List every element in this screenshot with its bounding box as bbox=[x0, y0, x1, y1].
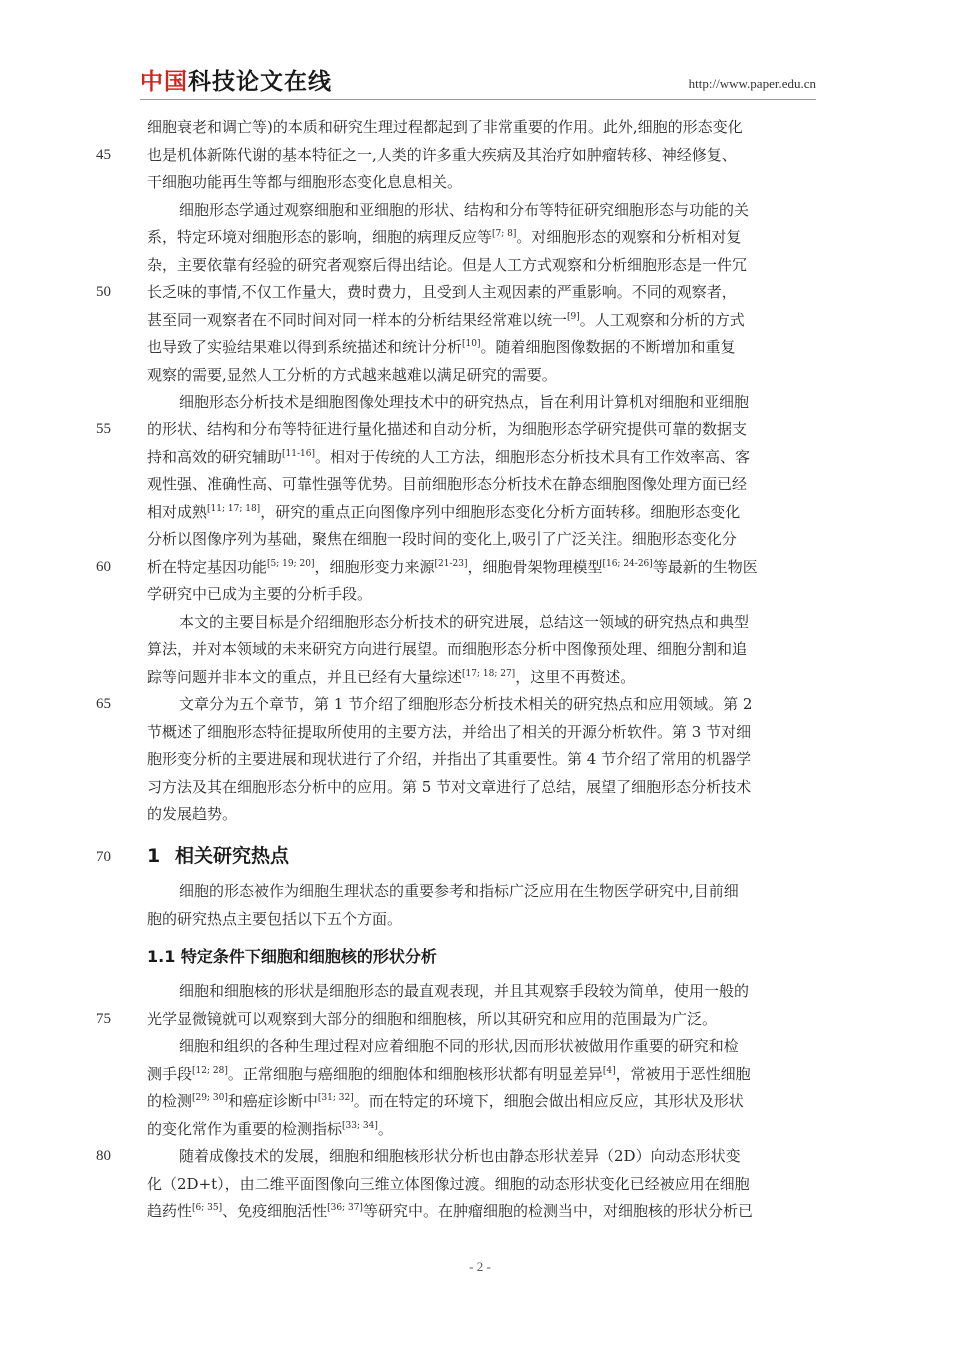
text-span: 。 bbox=[377, 1120, 393, 1138]
citation[interactable]: [12; 28] bbox=[192, 1066, 228, 1076]
citation[interactable]: [10] bbox=[462, 339, 481, 349]
citation[interactable]: [17; 18; 27] bbox=[462, 669, 516, 679]
line-number: 50 bbox=[96, 284, 111, 300]
text-span: ，常被用于恶性细胞 bbox=[615, 1065, 751, 1083]
text-span: ，细胞骨架物理模型 bbox=[467, 558, 603, 576]
text-line: 的形状、结构和分布等特征进行量化描述和自动分析，为细胞形态学研究提供可靠的数据支 bbox=[147, 420, 748, 438]
text-line: 细胞的形态被作为细胞生理状态的重要参考和指标广泛应用在生物医学研究中,目前细 bbox=[179, 882, 739, 900]
text-line: 观察的需要,显然人工分析的方式越来越难以满足研究的需要。 bbox=[147, 366, 557, 384]
text-span: 。而在特定的环境下，细胞会做出相应反应，其形状及形状 bbox=[353, 1092, 744, 1110]
text-span: 。对细胞形态的观察和分析相对复 bbox=[516, 228, 742, 246]
text-line bbox=[147, 335, 815, 359]
citation[interactable]: [9] bbox=[567, 312, 580, 322]
text-line: 胞形变分析的主要进展和现状进行了介绍，并指出了其重要性。第 4 节介绍了常用的机器学 bbox=[147, 750, 752, 768]
citation[interactable]: [21-23] bbox=[434, 559, 468, 569]
text-line: 观性强、准确性高、可靠性强等优势。目前细胞形态分析技术在静态细胞图像处理方面已经 bbox=[147, 475, 748, 493]
text-span: 的检测 bbox=[147, 1092, 193, 1110]
citation[interactable]: [29; 30] bbox=[192, 1093, 228, 1103]
text-span: 相对成熟 bbox=[147, 503, 208, 521]
line-number: 75 bbox=[96, 1011, 111, 1027]
text-span: 析在特定基因功能 bbox=[147, 558, 268, 576]
text-span: 等研究中。在肿瘤细胞的检测当中，对细胞核的形状分析已 bbox=[362, 1202, 753, 1220]
citation[interactable]: [36; 37] bbox=[327, 1203, 363, 1213]
text-span: 。相对于传统的人工方法，细胞形态分析技术具有工作效率高、客 bbox=[314, 448, 750, 466]
subsection-heading: 1.1 特定条件下细胞和细胞核的形状分析 bbox=[147, 947, 437, 966]
line-number: 55 bbox=[96, 421, 111, 437]
citation[interactable]: [31; 32] bbox=[317, 1093, 354, 1103]
text-line: 分析以图像序列为基础，聚焦在细胞一段时间的变化上,吸引了广泛关注。细胞形态变化分 bbox=[147, 530, 737, 548]
journal-logo bbox=[140, 66, 332, 98]
citation[interactable]: [7; 8] bbox=[492, 229, 517, 239]
line-number: 60 bbox=[96, 559, 111, 575]
logo-text-dark: 科技论文在线 bbox=[188, 69, 332, 95]
text-span: 的变化常作为重要的检测指标 bbox=[147, 1120, 343, 1138]
text-line bbox=[147, 665, 815, 689]
text-span: ，细胞形变力来源 bbox=[314, 558, 435, 576]
citation[interactable]: [4] bbox=[602, 1066, 616, 1076]
citation[interactable]: [33; 34] bbox=[342, 1121, 378, 1131]
text-span: 持和高效的研究辅助 bbox=[147, 448, 283, 466]
page-header bbox=[140, 66, 816, 100]
text-line: 细胞衰老和调亡等)的本质和研究生理过程都起到了非常重要的作用。此外,细胞的形态变化 bbox=[147, 118, 743, 136]
line-number: 80 bbox=[96, 1148, 111, 1164]
text-line: 杂，主要依靠有经验的研究者观察后得出结论。但是人工方式观察和分析细胞形态是一件冗 bbox=[147, 256, 748, 274]
citation[interactable]: [5; 19; 20] bbox=[267, 559, 315, 569]
citation[interactable]: [6; 35] bbox=[192, 1203, 223, 1213]
text-line: 节概述了细胞形态特征提取所使用的主要方法，并给出了相关的开源分析软件。第 3 节对细 bbox=[147, 723, 752, 741]
text-span: ，研究的重点正向图像序列中细胞形态变化分析方面转移。细胞形态变化 bbox=[260, 503, 741, 521]
text-line bbox=[147, 1062, 815, 1086]
text-line: 习方法及其在细胞形态分析中的应用。第 5 节对文章进行了总结，展望了细胞形态分析技术 bbox=[147, 778, 752, 796]
text-line: 干细胞功能再生等都与细胞形态变化息息相关。 bbox=[147, 173, 463, 191]
text-line bbox=[147, 445, 815, 469]
line-number: 65 bbox=[96, 696, 111, 712]
section-title: 相关研究热点 bbox=[175, 845, 290, 867]
line-number: 45 bbox=[96, 147, 111, 163]
text-span: 甚至同一观察者在不同时间对同一样本的分析结果经常难以统一 bbox=[147, 311, 568, 329]
text-line bbox=[147, 555, 815, 579]
text-line: 细胞形态分析技术是细胞图像处理技术中的研究热点，旨在利用计算机对细胞和亚细胞 bbox=[179, 393, 750, 411]
text-span: 测手段 bbox=[147, 1065, 193, 1083]
text-span: 。人工观察和分析的方式 bbox=[579, 311, 745, 329]
text-line: 细胞和细胞核的形状是细胞形态的最直观表现，并且其观察手段较为简单，使用一般的 bbox=[179, 982, 750, 1000]
text-line: 光学显微镜就可以观察到大部分的细胞和细胞核，所以其研究和应用的范围最为广泛。 bbox=[147, 1010, 718, 1028]
logo-text-red: 中国 bbox=[140, 69, 188, 95]
text-span: 踪等问题并非本文的重点，并且已经有大量综述 bbox=[147, 668, 463, 686]
text-span: 系，特定环境对细胞形态的影响，细胞的病理反应等 bbox=[147, 228, 493, 246]
text-line: 化（2D+t），由二维平面图像向三维立体图像过渡。细胞的动态形状变化已经被应用在细胞 bbox=[147, 1175, 750, 1193]
text-line: 算法，并对本领域的未来研究方向进行展望。而细胞形态分析中图像预处理、细胞分割和追 bbox=[147, 640, 748, 658]
text-line bbox=[147, 1199, 815, 1223]
text-span: 也导致了实验结果难以得到系统描述和统计分析 bbox=[147, 338, 463, 356]
section-heading bbox=[147, 843, 289, 869]
text-line: 本文的主要目标是介绍细胞形态分析技术的研究进展，总结这一领域的研究热点和典型 bbox=[179, 613, 750, 631]
text-line: 细胞形态学通过观察细胞和亚细胞的形状、结构和分布等特征研究细胞形态与功能的关 bbox=[179, 201, 750, 219]
text-span: 趋药性 bbox=[147, 1202, 193, 1220]
text-line: 长乏味的事情,不仅工作量大，费时费力，且受到人主观因素的严重影响。不同的观察者， bbox=[147, 283, 737, 301]
header-rule bbox=[140, 99, 816, 100]
line-number: 70 bbox=[96, 849, 111, 865]
text-span: 。正常细胞与癌细胞的细胞体和细胞核形状都有明显差异 bbox=[227, 1065, 603, 1083]
text-line: 细胞和组织的各种生理过程对应着细胞不同的形状,因而形状被做用作重要的研究和检 bbox=[179, 1037, 739, 1055]
text-span: 、免疫细胞活性 bbox=[222, 1202, 328, 1220]
text-span: 和癌症诊断中 bbox=[227, 1092, 318, 1110]
text-line: 文章分为五个章节，第 1 节介绍了细胞形态分析技术相关的研究热点和应用领域。第 2 bbox=[179, 695, 753, 713]
citation[interactable]: [11; 17; 18] bbox=[207, 504, 261, 514]
text-line bbox=[147, 500, 815, 524]
citation[interactable]: [11-16] bbox=[282, 449, 315, 459]
citation[interactable]: [16; 24-26] bbox=[602, 559, 653, 569]
text-line: 的发展趋势。 bbox=[147, 805, 238, 823]
text-line bbox=[147, 308, 815, 332]
text-line bbox=[147, 1117, 815, 1141]
page-number: - 2 - bbox=[469, 1259, 491, 1274]
text-line: 也是机体新陈代谢的基本特征之一,人类的许多重大疾病及其治疗如肿瘤转移、神经修复、 bbox=[147, 146, 737, 164]
text-line: 胞的研究热点主要包括以下五个方面。 bbox=[147, 910, 403, 928]
text-span: ，这里不再赘述。 bbox=[515, 668, 636, 686]
header-url: http://www.paper.edu.cn bbox=[688, 76, 816, 91]
text-span: 等最新的生物医 bbox=[652, 558, 758, 576]
text-line: 随着成像技术的发展，细胞和细胞核形状分析也由静态形状差异（2D）向动态形状变 bbox=[179, 1147, 741, 1165]
section-number: 1 bbox=[147, 845, 161, 867]
text-line bbox=[147, 225, 815, 249]
text-line bbox=[147, 1089, 815, 1113]
text-span: 。随着细胞图像数据的不断增加和重复 bbox=[480, 338, 736, 356]
text-line: 学研究中已成为主要的分析手段。 bbox=[147, 585, 373, 603]
